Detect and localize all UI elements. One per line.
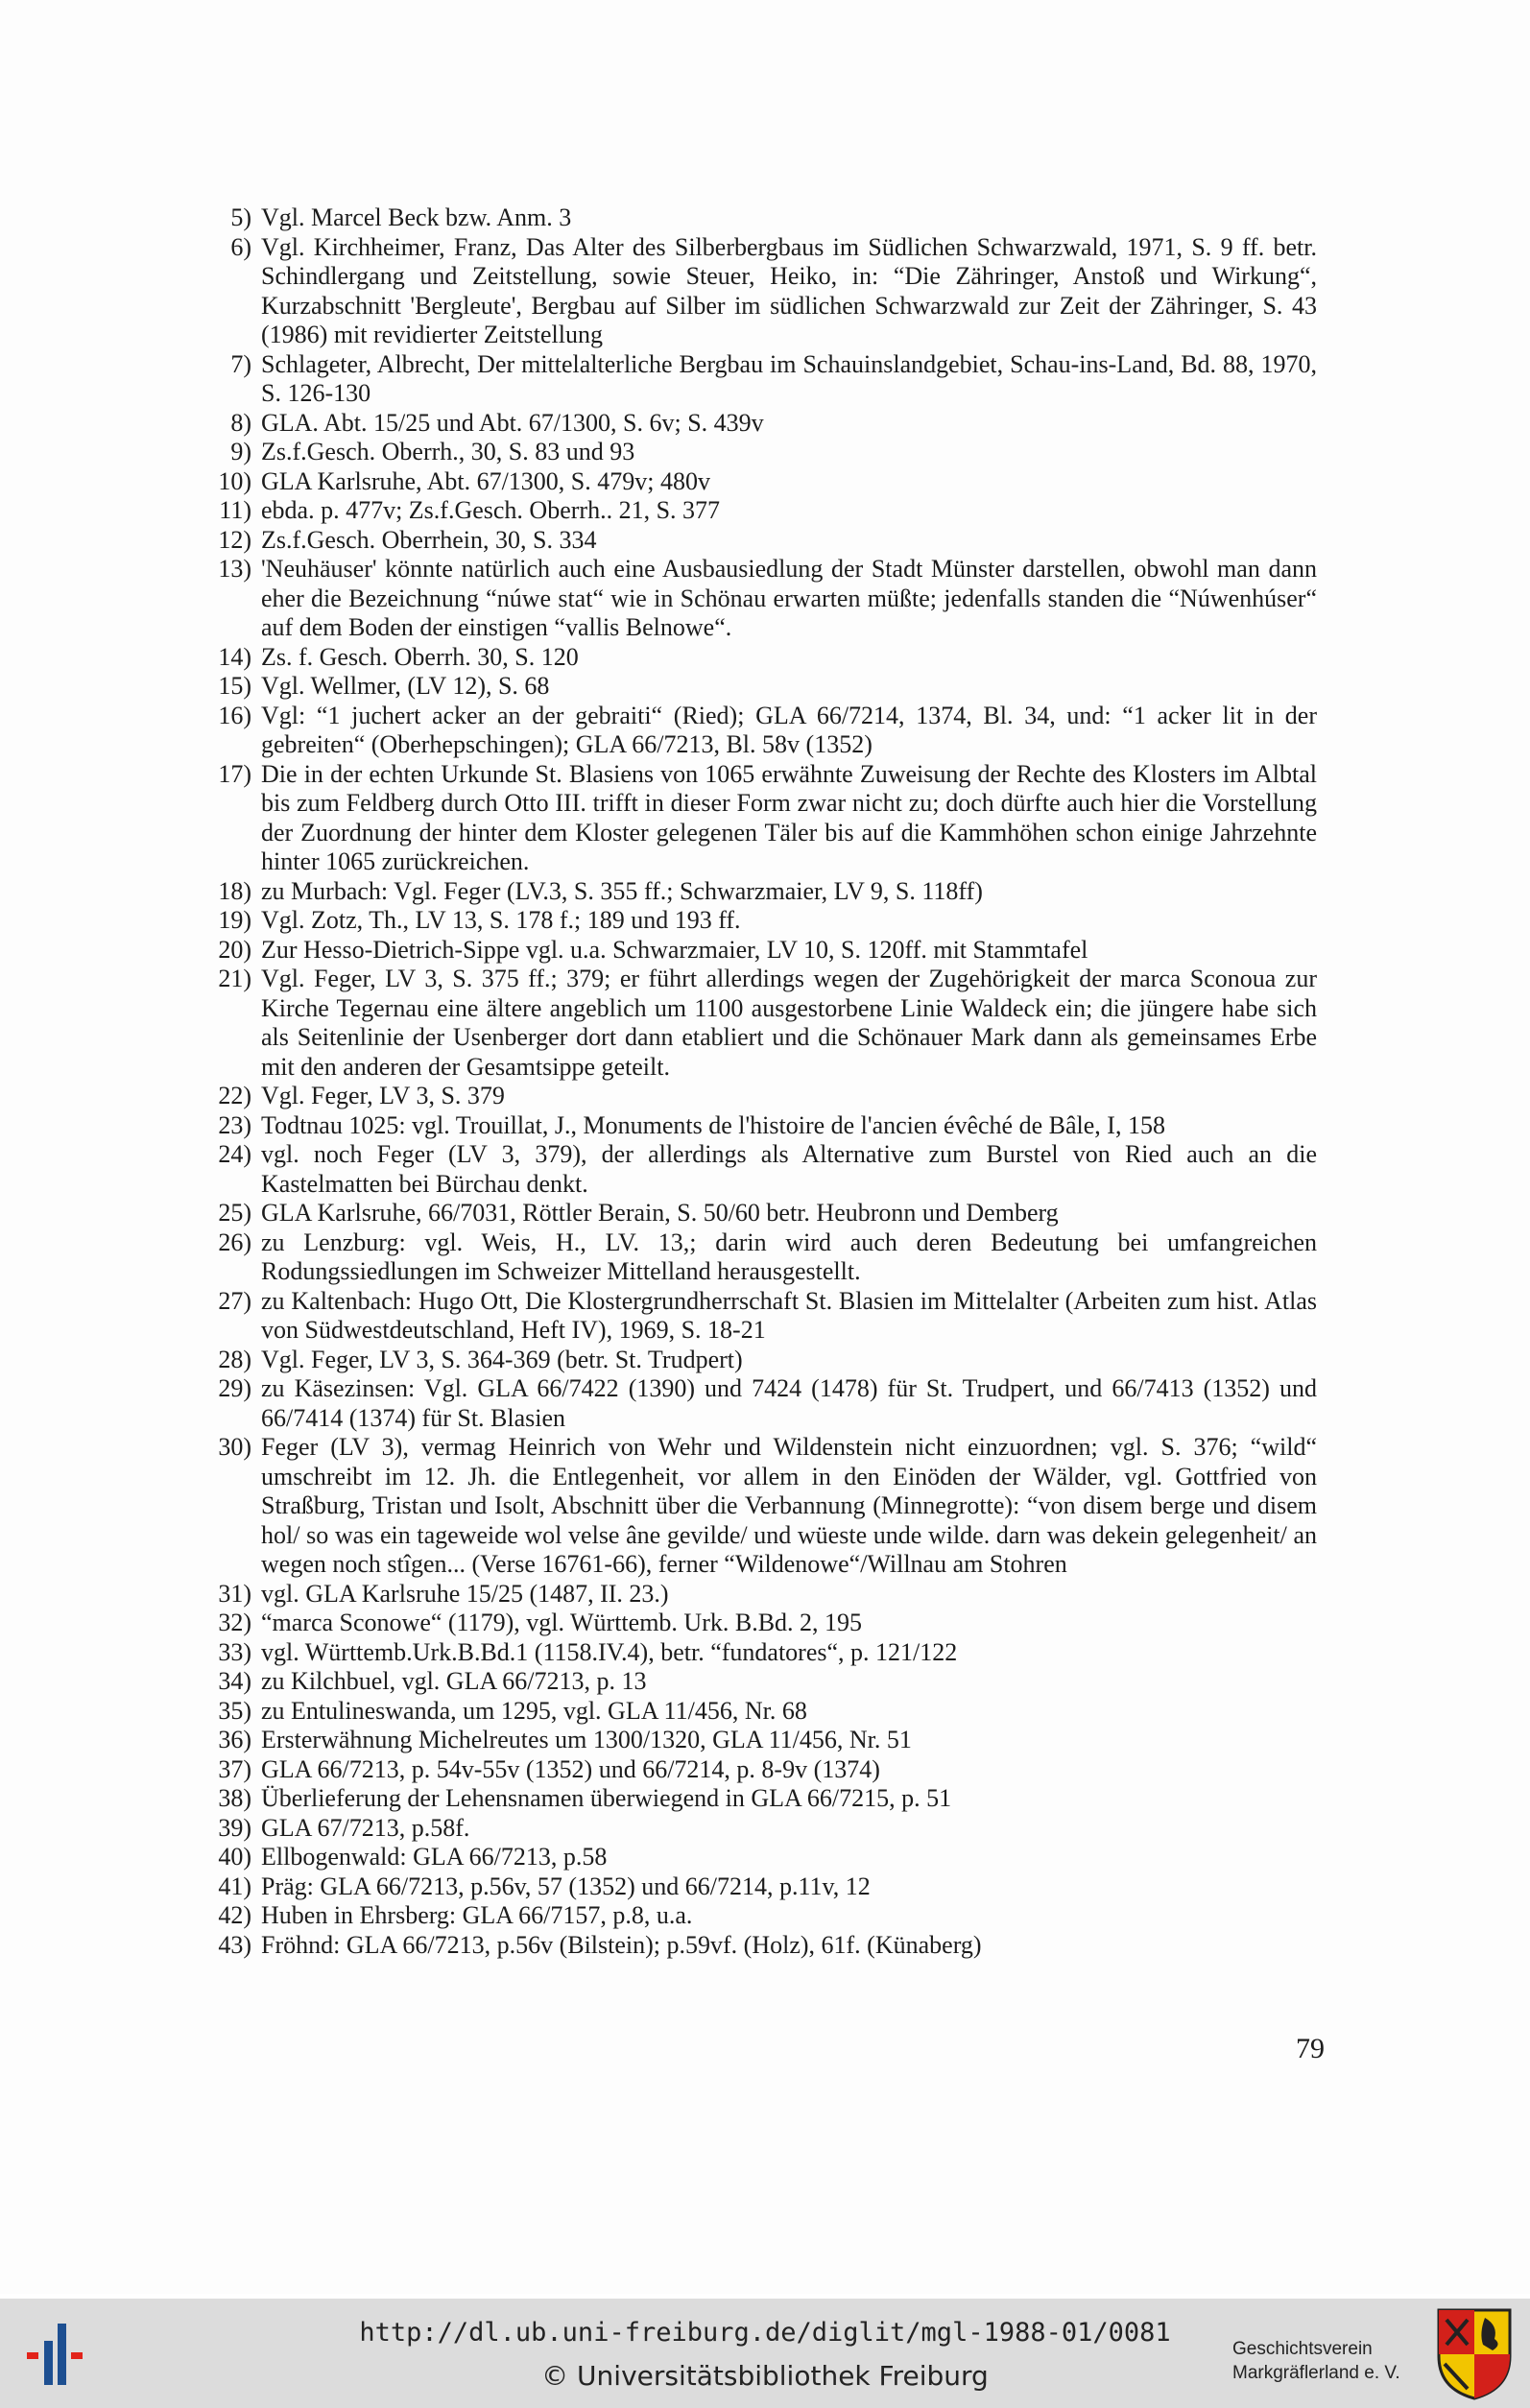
footnote-number: 36): [218, 1726, 251, 1753]
footnote-text: GLA Karlsruhe, Abt. 67/1300, S. 479v; 480v: [261, 466, 710, 495]
footnote-number: 26): [218, 1228, 251, 1256]
footnote-text: Vgl. Wellmer, (LV 12), S. 68: [261, 672, 550, 700]
footnote: [182, 350, 1334, 409]
page-number: 79: [1296, 2033, 1325, 2064]
footnote: [182, 555, 1334, 643]
footnote-number: 6): [230, 232, 251, 261]
footnote-text: Zs.f.Gesch. Oberrhein, 30, S. 334: [261, 525, 597, 554]
footnote-number: 41): [218, 1872, 251, 1900]
footnote-text: Huben in Ehrsberg: GLA 66/7157, p.8, u.a.: [261, 1901, 693, 1929]
footnote-number: 5): [230, 203, 251, 231]
source-url-link[interactable]: http://dl.ub.uni-freiburg.de/diglit/mgl-1988-01/0081: [359, 2318, 1171, 2348]
footnote-number: 25): [218, 1199, 251, 1227]
society-name-line1: Geschichtsverein: [1232, 2339, 1373, 2359]
footnote: [182, 1726, 1334, 1755]
footnote: [182, 1755, 1334, 1785]
footnote-text: Überlieferung der Lehensnamen überwiegend in GLA 66/7215, p. 51: [261, 1784, 952, 1812]
footnote-number: 13): [218, 555, 251, 583]
footnote: [182, 1228, 1334, 1287]
footnote-number: 37): [218, 1754, 251, 1783]
footnote: [182, 526, 1334, 556]
footnote: [182, 203, 1334, 233]
footnote-text: Zs.f.Gesch. Oberrh., 30, S. 83 und 93: [261, 438, 635, 465]
footnote: [182, 1901, 1334, 1931]
footnote: [182, 1697, 1334, 1727]
footnote-text: Vgl. Zotz, Th., LV 13, S. 178 f.; 189 und 193 ff.: [261, 906, 741, 934]
footnote-number: 8): [230, 408, 251, 437]
footnotes-list: [182, 203, 1334, 1960]
footnote-number: 15): [218, 672, 251, 700]
footnote-number: 40): [218, 1843, 251, 1871]
footnote: [182, 1667, 1334, 1697]
footnote: [182, 1609, 1334, 1638]
footnote-text: Präg: GLA 66/7213, p.56v, 57 (1352) und 66/7214, p.11v, 12: [261, 1872, 871, 1900]
footnote-number: 22): [218, 1082, 251, 1109]
footnote: [182, 965, 1334, 1082]
footnote-text: zu Käsezinsen: Vgl. GLA 66/7422 (1390) und 7424 (1478) für St. Trudpert, und 66/7413 (1352) und 66/7414 (1374) für St. Blasien: [261, 1374, 1317, 1432]
footnote: [182, 1111, 1334, 1141]
society-name-line2: Markgräflerland e. V.: [1232, 2363, 1400, 2383]
footnote-text: vgl. noch Feger (LV 3, 379), der allerdings als Alternative zum Burstel von Ried auch an die Kastelmatten bei Bürchau denkt.: [261, 1140, 1317, 1198]
footnote-text: Ellbogenwald: GLA 66/7213, p.58: [261, 1843, 608, 1871]
footnote-text: vgl. GLA Karlsruhe 15/25 (1487, II. 23.): [261, 1579, 669, 1608]
footnote-text: “marca Sconowe“ (1179), vgl. Württemb. Urk. B.Bd. 2, 195: [261, 1609, 863, 1636]
footnote-text: Fröhnd: GLA 66/7213, p.56v (Bilstein); p.59vf. (Holz), 61f. (Künaberg): [261, 1930, 982, 1959]
footnote-number: 32): [218, 1609, 251, 1636]
footnote-text: Vgl. Feger, LV 3, S. 375 ff.; 379; er führt allerdings wegen der Zugehörigkeit der marca Sconoua zur Kirche Tegernau eine ältere angeblich um 1100 ausgestorbene Linie Waldeck ein; die jüngere habe sich als Seitenlinie der Usenberger dort dann etabliert und die Schönauer Mark dann als gemeinsames Erbe mit den anderen der Gesamtsippe geteilt.: [261, 965, 1317, 1081]
footnote: [182, 1082, 1334, 1111]
footnote-text: vgl. Württemb.Urk.B.Bd.1 (1158.IV.4), betr. “fundatores“, p. 121/122: [261, 1637, 958, 1666]
footnote-text: GLA 66/7213, p. 54v-55v (1352) und 66/7214, p. 8-9v (1374): [261, 1754, 880, 1783]
footnote-text: ebda. p. 477v; Zs.f.Gesch. Oberrh.. 21, S. 377: [261, 496, 721, 524]
footnote-text: Feger (LV 3), vermag Heinrich von Wehr und Wildenstein nicht einzuordnen; vgl. S. 376; “wild“ umschreibt im 12. Jh. die Entlegenheit, vor allem in den Einöden der Wälder, vgl. Gottfried von Straßburg, Tristan und Isolt, Abschnitt über die Verbannung (Minnegrotte): “von disem berge und disem hol/ so was ein tageweide wol velse âne gevilde/ und wüeste unde wilde. darn was dekein gelegenheit/ an wegen noch stîgen... (Verse 16761-66), ferner “Wildenowe“/Willnau am Stohren: [261, 1433, 1317, 1578]
footnote-number: 31): [218, 1579, 251, 1608]
footnote-number: 17): [218, 759, 251, 788]
footnote-number: 24): [218, 1140, 251, 1168]
footnote-text: zu Murbach: Vgl. Feger (LV.3, S. 355 ff.; Schwarzmaier, LV 9, S. 118ff): [261, 876, 983, 905]
footnote: [182, 1931, 1334, 1961]
footnote-text: zu Kaltenbach: Hugo Ott, Die Klostergrundherrschaft St. Blasien im Mittelalter (Arbeiten zum hist. Atlas von Südwestdeutschland, Heft IV), 1969, S. 18-21: [261, 1286, 1317, 1344]
footnote-number: 33): [218, 1637, 251, 1666]
footnote: [182, 1140, 1334, 1199]
footnote: [182, 702, 1334, 760]
footnote: [182, 496, 1334, 526]
footnote-text: GLA Karlsruhe, 66/7031, Röttler Berain, S. 50/60 betr. Heubronn und Demberg: [261, 1199, 1059, 1227]
footnote-text: Vgl. Feger, LV 3, S. 379: [261, 1082, 505, 1109]
footnote-number: 10): [218, 466, 251, 495]
footnote-number: 21): [218, 965, 251, 992]
footnote: [182, 906, 1334, 936]
footnote-number: 20): [218, 935, 251, 964]
footnote: [182, 1374, 1334, 1433]
footnote-text: Vgl. Kirchheimer, Franz, Das Alter des Silberbergbaus im Südlichen Schwarzwald, 1971, S. 9 ff. betr. Schindlergang und Zeitstellung, sowie Steuer, Heiko, in: “Die Zähringer, Anstoß und Wirkung“, Kurzabschnitt 'Bergleute', Bergbau auf Silber im südlichen Schwarzwald zur Zeit der Zähringer, S. 43 (1986) mit revidierter Zeitstellung: [261, 232, 1317, 348]
footnote-number: 30): [218, 1433, 251, 1461]
footnote: [182, 936, 1334, 966]
footnote: [182, 1638, 1334, 1668]
footnote-text: zu Lenzburg: vgl. Weis, H., LV. 13,; darin wird auch deren Bedeutung bei umfangreichen Rodungssiedlungen im Schweizer Mittelland herausgestellt.: [261, 1228, 1317, 1285]
footnote-text: Vgl. Marcel Beck bzw. Anm. 3: [261, 203, 572, 231]
footnote-number: 18): [218, 876, 251, 905]
footnote: [182, 1346, 1334, 1375]
footnote: [182, 672, 1334, 702]
footnote: [182, 1433, 1334, 1580]
footnote: [182, 643, 1334, 673]
footnote: [182, 1784, 1334, 1814]
footnote-text: Die in der echten Urkunde St. Blasiens von 1065 erwähnte Zuweisung der Rechte des Klosters im Albtal bis zum Feldberg durch Otto III. trifft in dieser Form zwar nicht zu; doch dürfte auch hier die Vorstellung der Zuordnung der hinter dem Kloster gelegenen Täler bis auf die Kammhöhen schon einige Jahrzehnte hinter 1065 zurückreichen.: [261, 759, 1317, 875]
footnote: [182, 1814, 1334, 1844]
footnote: [182, 1843, 1334, 1872]
footnote: [182, 760, 1334, 877]
footnote: [182, 877, 1334, 907]
footnote: [182, 1199, 1334, 1228]
footnote-number: 35): [218, 1696, 251, 1725]
footnote: [182, 1287, 1334, 1346]
markgraeflerland-crest-icon: [1435, 2306, 1514, 2400]
footnote-text: GLA 67/7213, p.58f.: [261, 1813, 470, 1842]
footnote-number: 39): [218, 1813, 251, 1842]
footnote-number: 12): [218, 525, 251, 554]
footnote: [182, 1580, 1334, 1609]
footnote-number: 43): [218, 1930, 251, 1959]
footnote-number: 28): [218, 1345, 251, 1373]
footnote-text: Vgl. Feger, LV 3, S. 364-369 (betr. St. Trudpert): [261, 1345, 743, 1373]
footnote: [182, 233, 1334, 350]
footnote-number: 38): [218, 1784, 251, 1812]
footnote: [182, 409, 1334, 439]
footnote-number: 23): [218, 1110, 251, 1139]
footnote-number: 14): [218, 642, 251, 671]
footnote-text: Schlageter, Albrecht, Der mittelalterliche Bergbau im Schauinslandgebiet, Schau-ins-Land, Bd. 88, 1970, S. 126-130: [261, 349, 1317, 407]
footnote: [182, 467, 1334, 497]
viewer-footer: [0, 2299, 1530, 2408]
footnote-number: 7): [230, 349, 251, 378]
footnote-text: Ersterwähnung Michelreutes um 1300/1320, GLA 11/456, Nr. 51: [261, 1726, 912, 1753]
footnote-number: 9): [230, 438, 251, 465]
footnote-number: 42): [218, 1901, 251, 1929]
footnote-text: zu Kilchbuel, vgl. GLA 66/7213, p. 13: [261, 1667, 647, 1695]
footnote-number: 34): [218, 1667, 251, 1695]
footnote-text: GLA. Abt. 15/25 und Abt. 67/1300, S. 6v; S. 439v: [261, 408, 764, 437]
footnote-text: Vgl: “1 juchert acker an der gebraiti“ (Ried); GLA 66/7214, 1374, Bl. 34, und: “1 acker lit in der gebreiten“ (Oberhepschingen); GLA 66/7213, Bl. 58v (1352): [261, 701, 1317, 758]
footnote-text: Todtnau 1025: vgl. Trouillat, J., Monuments de l'histoire de l'ancien évêché de Bâle, I, 158: [261, 1110, 1165, 1139]
footnote-text: 'Neuhäuser' könnte natürlich auch eine Ausbausiedlung der Stadt Münster darstellen, obwohl man dann eher die Bezeichnung “núwe stat“ wie in Schönau erwarten müßte; jedenfalls standen die “Núwenhúser“ auf dem Boden der einstigen “vallis Belnowe“.: [261, 555, 1317, 641]
copyright-text: © Universitätsbibliothek Freiburg: [541, 2360, 989, 2392]
footnote-text: Zs. f. Gesch. Oberrh. 30, S. 120: [261, 642, 579, 671]
footnote-text: zu Entulineswanda, um 1295, vgl. GLA 11/456, Nr. 68: [261, 1696, 807, 1725]
footnote-number: 27): [218, 1286, 251, 1315]
footnote-number: 16): [218, 701, 251, 729]
society-name: [1232, 2337, 1400, 2385]
footnote: [182, 438, 1334, 467]
footnote-number: 19): [218, 906, 251, 934]
footnote-text: Zur Hesso-Dietrich-Sippe vgl. u.a. Schwarzmaier, LV 10, S. 120ff. mit Stammtafel: [261, 935, 1088, 964]
footnote-number: 29): [218, 1374, 251, 1402]
footnote-number: 11): [219, 496, 251, 524]
footnote: [182, 1872, 1334, 1902]
